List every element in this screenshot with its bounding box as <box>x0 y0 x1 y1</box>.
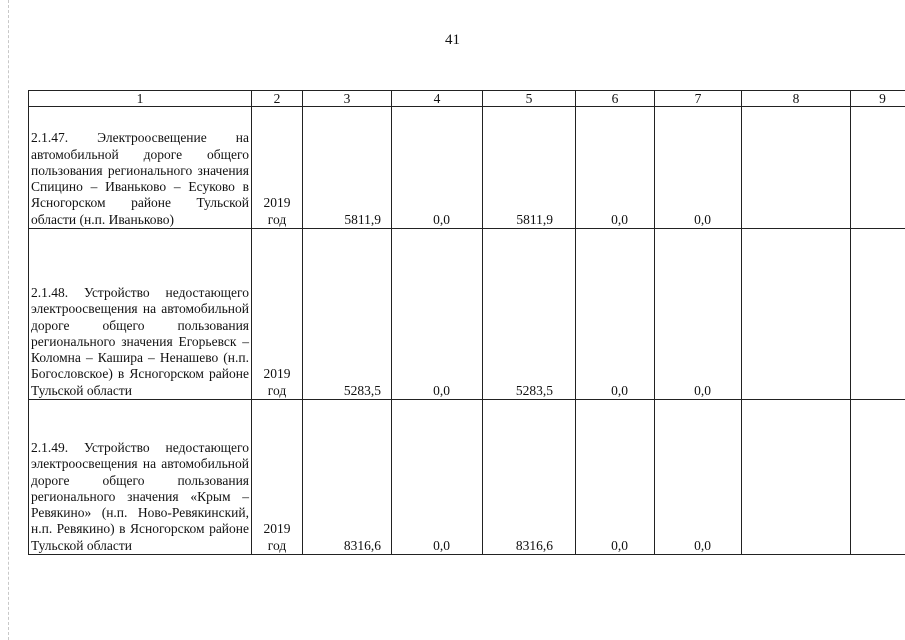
row-value-col5: 8316,6 <box>483 400 576 555</box>
row-value-col9 <box>851 400 905 555</box>
row-value-col7: 0,0 <box>655 400 742 555</box>
row-value-col6: 0,0 <box>576 229 655 400</box>
row-value-col6: 0,0 <box>576 107 655 229</box>
row-value-col9 <box>851 107 905 229</box>
row-year: 2019 год <box>252 400 303 555</box>
row-value-col5: 5283,5 <box>483 229 576 400</box>
column-header-6: 6 <box>576 91 655 107</box>
row-value-col5: 5811,9 <box>483 107 576 229</box>
row-description: 2.1.49. Устройство недостающего электроосвещения на автомобильной дороге общего пользования регионального значения «Крым – Ревякино» (н.п. Ново-Ревякинский, н.п. Ревякино) в Ясногорском районе Тульской области <box>29 400 252 555</box>
row-value-col8 <box>742 400 851 555</box>
row-value-col7: 0,0 <box>655 107 742 229</box>
table-row <box>29 229 905 400</box>
row-value-col4: 0,0 <box>392 400 483 555</box>
row-value-col4: 0,0 <box>392 229 483 400</box>
scan-edge-marks <box>8 0 9 640</box>
column-header-3: 3 <box>303 91 392 107</box>
column-header-9: 9 <box>851 91 905 107</box>
row-value-col3: 8316,6 <box>303 400 392 555</box>
column-header-2: 2 <box>252 91 303 107</box>
row-value-col8 <box>742 107 851 229</box>
page-number: 41 <box>445 32 460 48</box>
row-value-col7: 0,0 <box>655 229 742 400</box>
row-year: 2019 год <box>252 229 303 400</box>
row-value-col3: 5811,9 <box>303 107 392 229</box>
column-header-1: 1 <box>29 91 252 107</box>
data-table <box>28 90 905 555</box>
header-row <box>29 91 905 107</box>
row-value-col6: 0,0 <box>576 400 655 555</box>
column-header-7: 7 <box>655 91 742 107</box>
table-row <box>29 107 905 229</box>
table-row <box>29 400 905 555</box>
row-value-col4: 0,0 <box>392 107 483 229</box>
column-header-5: 5 <box>483 91 576 107</box>
row-value-col9 <box>851 229 905 400</box>
row-description: 2.1.47. Электроосвещение на автомобильной дороге общего пользования регионального значения Спицино – Иваньково – Есуково в Ясногорском районе Тульской области (н.п. Иваньково) <box>29 107 252 229</box>
row-description: 2.1.48. Устройство недостающего электроосвещения на автомобильной дороге общего пользования регионального значения Егорьевск – Коломна – Кашира – Ненашево (н.п. Богословское) в Ясногорском районе Тульской области <box>29 229 252 400</box>
column-header-4: 4 <box>392 91 483 107</box>
row-value-col3: 5283,5 <box>303 229 392 400</box>
row-value-col8 <box>742 229 851 400</box>
column-header-8: 8 <box>742 91 851 107</box>
row-year: 2019 год <box>252 107 303 229</box>
